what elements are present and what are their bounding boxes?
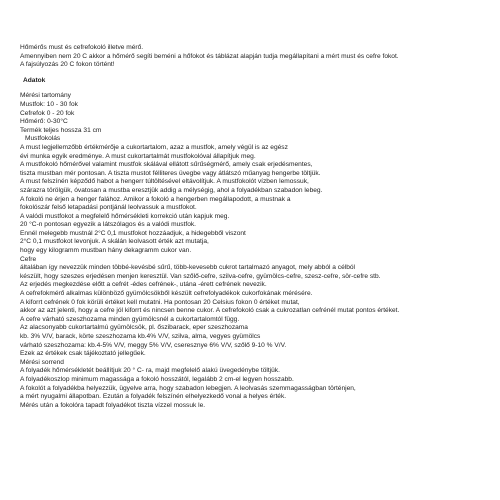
text-line: Az erjedés megkezdése előtt a cefrét -édes cefrének-, utána -érett cefrének nevezik. bbox=[20, 281, 267, 289]
text-line: Hőmérő: 0-30°C bbox=[20, 118, 68, 126]
text-line: tiszta mustban mér pontosan. A tiszta mustot félliteres üvegbe vagy átlátszó műanyag hengerbe töltjük. bbox=[20, 169, 321, 177]
text-line: hogy egy kilogramm mustban hány dekagramm cukor van. bbox=[20, 247, 192, 255]
text-line: Ennél melegebb mustnál 2°C 0,1 mustfokot hozzáadjuk, a hidegebből viszont bbox=[20, 229, 246, 237]
text-line: Az alacsonyabb cukortartalmú gyümölcsök, pl. őszibarack, eper szeszhozama bbox=[20, 324, 248, 332]
subheading-cefre: Cefre bbox=[20, 255, 37, 263]
text-line: A fokoló ne érjen a henger falához. Amikor a fokoló a hengerben megállapodott, a mustnak a bbox=[20, 195, 291, 203]
text-line: kb. 3% V/V, barack, körte szeszhozama kb.4% V/V, szilva, alma, vegyes gyümölcs bbox=[20, 333, 261, 340]
intro-block bbox=[20, 44, 490, 70]
text-line: Mérés után a fokolóra tapadt folyadékot tiszta vízzel mossuk le. bbox=[20, 401, 206, 409]
text-line: A must felszínén képződő habot a hengerr túltöltésével eltávolítjuk. A mustfokolót vízben lemossuk, bbox=[20, 178, 309, 186]
text-line: várható szeszhozama: kb.4-5% V/V, meggy 5% V/V, cseresznye 6% V/V, szőlő 9-10 % V/V. bbox=[20, 341, 287, 349]
text-line: akkor az azt jelenti, hogy a cefre jól kiforrt és nincsen benne cukor. A cefrefokoló csak a cukrozatlan cefrénél mutat pontos értéket. bbox=[20, 307, 400, 315]
text-line: A must legjellemzőbb értékmérője a cukortartalom, azaz a mustfok, amely végül is az egész bbox=[20, 143, 288, 151]
intro-line: Amennyiben nem 20 C akkor a hőmérő segíti beméni a hőfokot és táblázat alapján tudja megállapítani a mért must és cefre fokot. bbox=[20, 52, 399, 60]
text-line: 20 °C-n pontosan egyezik a látszólagos és a valódi mustfok. bbox=[20, 221, 197, 229]
text-line: 2°C 0,1 mustfokot levonjuk. A skálán leolvasott érték azt mutatja, bbox=[20, 238, 209, 246]
intro-line: Hőmérős must és cefrefokoló illetve mérő. bbox=[20, 44, 144, 51]
text-line: A cefre várható szeszhozama minden gyümölcsnél a cukortartalomtól függ. bbox=[20, 315, 240, 323]
text-line: A mustfokoló hőmérővel valamint mustfok skálával ellátott sűrűségmérő, amely csak erjedésmentes, bbox=[20, 161, 313, 169]
text-line: fokolószár felső letapadási pontjánál leolvassuk a mustfokot. bbox=[20, 204, 197, 212]
text-line: A cefrefokmérő alkalmas különböző gyümölcsökből készült cefrefolyadékok cukorfokának mérésére. bbox=[20, 290, 313, 298]
text-line: évi munka egyik eredménye. A must cukortartalmát mustfokolóval állapítjuk meg. bbox=[20, 152, 256, 160]
subheading-meresi-sorrend: Mérési sorrend bbox=[20, 358, 64, 366]
text-line: A valódi mustfokot a megfelelő hőmérsékleti korrekció után kapjuk meg. bbox=[20, 212, 230, 220]
text-line: Cefrefok 0 - 20 fok bbox=[20, 109, 75, 117]
section-heading-adatok: Adatok bbox=[23, 76, 46, 84]
text-line: Termék teljes hossza 31 cm bbox=[20, 126, 102, 134]
document-body bbox=[20, 44, 490, 410]
text-line: szárazra törölgük, óvatosan a mustba eresztjük addig a mélységig, ahol a folyadékban szabadon lebeg. bbox=[20, 186, 323, 194]
subheading-mustfokolas: Mustfokolás bbox=[25, 135, 61, 143]
text-line: Ezek az értékek csak tájékoztató jellegűek. bbox=[20, 350, 146, 358]
text-line: A folyadékoszlop minimum magassága a fokoló hosszától, legalább 2 cm-el legyen hosszabb. bbox=[20, 375, 294, 383]
text-line: A folyadék hőmérsékletét beállítjuk 20 ° C- ra, majd megfelelő alakú üvegedénybe töltjük. bbox=[20, 367, 280, 375]
text-line: a mért nyugalmi állapotban. Ezután a folyadék felszínén elhelyezkedő vonal a helyes érték. bbox=[20, 393, 287, 401]
text-line: Mustfok: 10 - 30 fok bbox=[20, 100, 78, 108]
data-block bbox=[20, 92, 490, 410]
text-line: Mérési tartomány bbox=[20, 92, 71, 100]
text-line: készült, hogy szeszes erjedésen menjen keresztül. Van szőlő-cefre, szilva-cefre, gyümölcs-cefre, szesz-cefre, sör-cefre stb. bbox=[20, 272, 381, 280]
intro-line: A fajsúlyozás 20 C fokon történt! bbox=[20, 61, 115, 69]
text-line: általában így nevezzük minden többé-kevésbé sűrű, több-kevesebb cukrot tartalmazó anyagot, mely abból a célból bbox=[20, 264, 356, 272]
text-line: A fokolót a folyadékba helyezzük, ügyelve arra, hogy szabadon lebegjen. A leolvasás szemmagasságban történjen, bbox=[20, 384, 356, 392]
text-line: A kiforrt cefrének 0 fok körüli értéket kell mutatni. Ha pontosan 20 Celsius fokon 0 értéket mutat, bbox=[20, 298, 300, 306]
